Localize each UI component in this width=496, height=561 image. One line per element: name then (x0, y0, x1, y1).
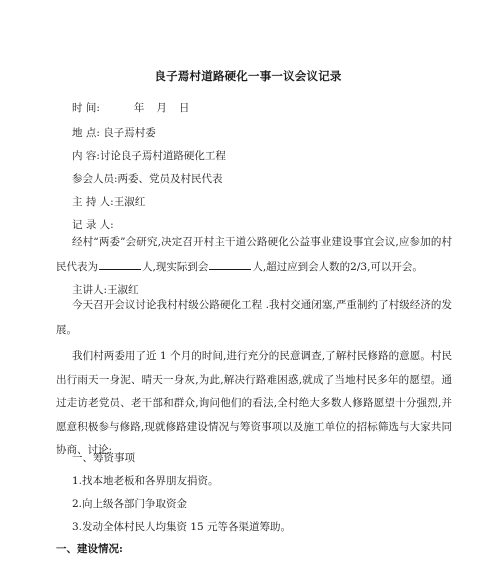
funding-item-2: 2.向上级各部门争取资金 (72, 498, 188, 510)
time-label: 时 间: (72, 102, 100, 114)
meeting-place: 地 点: 良子焉村委 (72, 127, 156, 139)
paragraph-attendance (56, 230, 452, 279)
paragraph-survey: 我们村两委用了近 1 个月的时间,进行充分的民意调查,了解村民修路的意愿。村民出行雨天一身泥、晴天一身灰,为此,解决行路难困惑,就成了当地村民多年的愿望。通过走访老党员、老干部和群众,询问他们的看法,全村绝大多数人修路愿望十分强烈,并愿意积极参与修路,现就修路建设情况与筹资事项以及施工单位的招标筛选与大家共同协商、讨论: (56, 350, 452, 456)
meeting-host: 主 持 人:王淑红 (72, 196, 146, 208)
attendance-text-b: 人,现实际到会 (142, 260, 209, 273)
attendance-text-a: 经村“两委”会研究,决定召开村主干道公路硬化公益事业建设事宜会议,应参加的村民代表为 (56, 236, 452, 273)
meeting-attendees: 参会人员:两委、党员及村民代表 (72, 173, 223, 185)
attendance-text-c: 人,超过应到会人数的2/3,可以开会。 (252, 260, 423, 273)
time-year: 年 (133, 102, 145, 114)
actual-count-blank (209, 259, 251, 270)
document-title: 良子焉村道路硬化一事一议会议记录 (154, 69, 342, 83)
time-month: 月 (156, 102, 167, 114)
expected-count-blank (99, 259, 141, 270)
meeting-speaker: 主讲人:王淑红 (72, 284, 139, 296)
time-day: 日 (178, 102, 190, 114)
funding-item-1: 1.找本地老板和各界朋友捐资。 (72, 475, 219, 487)
paragraph-topic: 今天召开会议讨论我村村级公路硬化工程 .我村交通闭塞,严重制约了村级经济的发展。 (56, 299, 452, 336)
meeting-time (72, 100, 189, 115)
funding-item-3: 3.发动全体村民人均集资 15 元等各渠道筹助。 (72, 521, 292, 533)
meeting-recorder: 记 录 人: (72, 219, 114, 231)
section-funding-heading: 一、筹资事项 (72, 452, 135, 464)
meeting-content: 内 容:讨论良子焉村道路硬化工程 (72, 150, 226, 162)
section-construction-heading: 一、建设情况: (56, 543, 123, 555)
